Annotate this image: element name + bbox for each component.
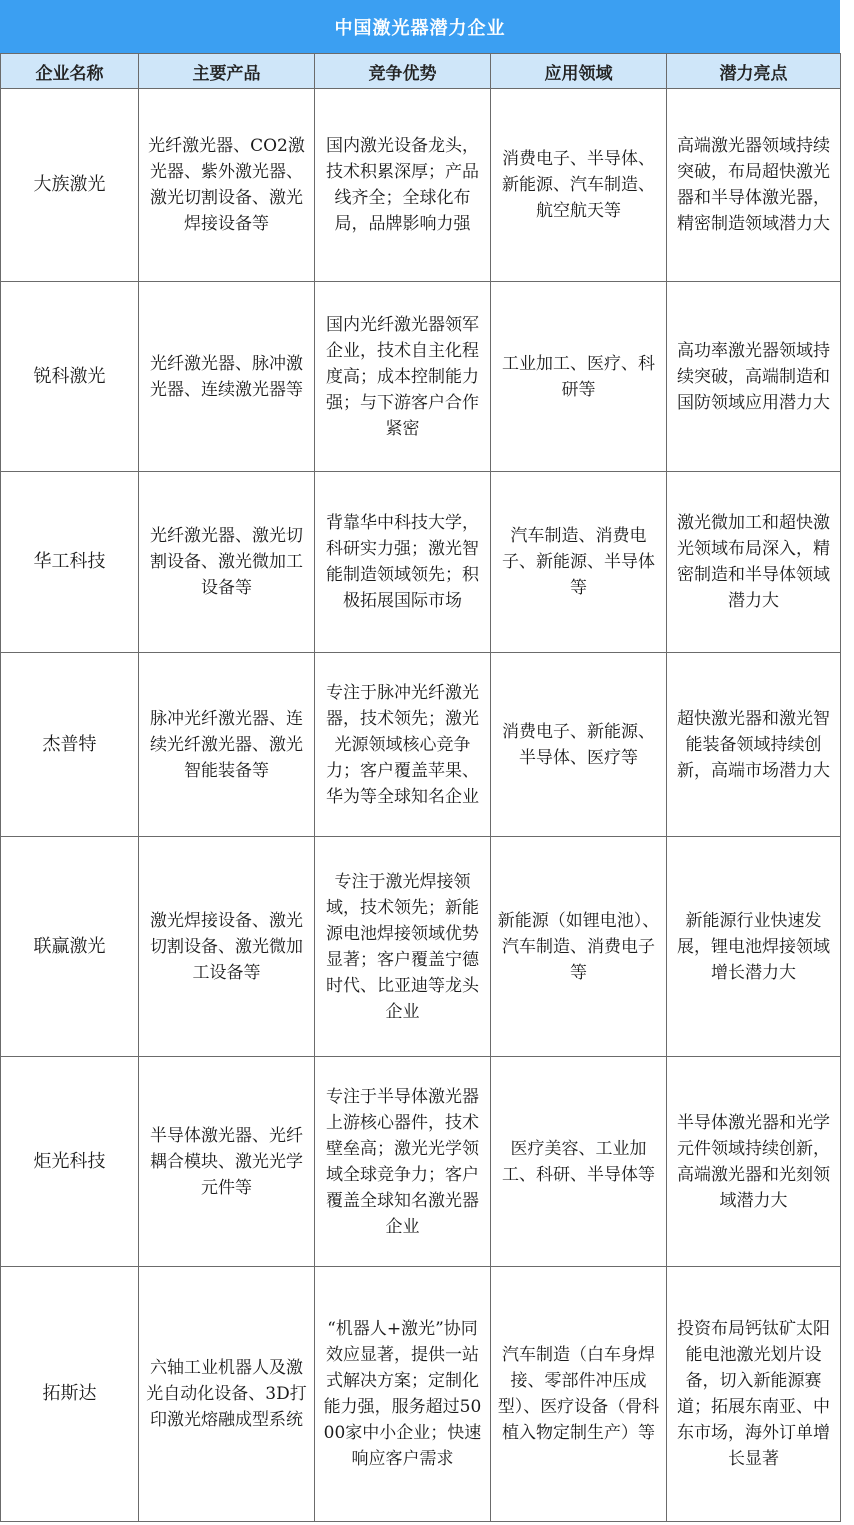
header-main-products: 主要产品 xyxy=(139,54,315,89)
company-name: 华工科技 xyxy=(1,472,139,653)
application-fields: 工业加工、医疗、科研等 xyxy=(491,282,667,472)
potential-highlights: 激光微加工和超快激光领域布局深入，精密制造和半导体领域潜力大 xyxy=(667,472,841,653)
company-name: 大族激光 xyxy=(1,89,139,282)
competitive-advantages: 专注于脉冲光纤激光器，技术领先；激光光源领域核心竞争力；客户覆盖苹果、华为等全球知名企业 xyxy=(315,653,491,837)
application-fields: 新能源（如锂电池）、汽车制造、消费电子等 xyxy=(491,837,667,1057)
table-row xyxy=(1,472,841,653)
main-products: 六轴工业机器人及激光自动化设备、3D打印激光熔融成型系统 xyxy=(139,1267,315,1522)
competitive-advantages: 背靠华中科技大学，科研实力强；激光智能制造领域领先；积极拓展国际市场 xyxy=(315,472,491,653)
main-products: 光纤激光器、脉冲激光器、连续激光器等 xyxy=(139,282,315,472)
main-products: 光纤激光器、CO2激光器、紫外激光器、激光切割设备、激光焊接设备等 xyxy=(139,89,315,282)
company-name: 联赢激光 xyxy=(1,837,139,1057)
competitive-advantages: “机器人+激光”协同效应显著，提供一站式解决方案；定制化能力强，服务超过5000家中小企业；快速响应客户需求 xyxy=(315,1267,491,1522)
table-row xyxy=(1,1057,841,1267)
application-fields: 医疗美容、工业加工、科研、半导体等 xyxy=(491,1057,667,1267)
header-row xyxy=(1,54,841,89)
header-competitive-advantages: 竞争优势 xyxy=(315,54,491,89)
main-products: 光纤激光器、激光切割设备、激光微加工设备等 xyxy=(139,472,315,653)
header-company-name: 企业名称 xyxy=(1,54,139,89)
main-products: 半导体激光器、光纤耦合模块、激光光学元件等 xyxy=(139,1057,315,1267)
company-name: 锐科激光 xyxy=(1,282,139,472)
potential-highlights: 高功率激光器领域持续突破，高端制造和国防领域应用潜力大 xyxy=(667,282,841,472)
potential-highlights: 超快激光器和激光智能装备领域持续创新，高端市场潜力大 xyxy=(667,653,841,837)
table-row xyxy=(1,282,841,472)
main-products: 激光焊接设备、激光切割设备、激光微加工设备等 xyxy=(139,837,315,1057)
company-name: 杰普特 xyxy=(1,653,139,837)
table-row xyxy=(1,1267,841,1522)
application-fields: 消费电子、半导体、新能源、汽车制造、航空航天等 xyxy=(491,89,667,282)
competitive-advantages: 国内激光设备龙头，技术积累深厚；产品线齐全；全球化布局，品牌影响力强 xyxy=(315,89,491,282)
application-fields: 消费电子、新能源、半导体、医疗等 xyxy=(491,653,667,837)
application-fields: 汽车制造（白车身焊接、零部件冲压成型）、医疗设备（骨科植入物定制生产）等 xyxy=(491,1267,667,1522)
competitive-advantages: 国内光纤激光器领军企业，技术自主化程度高；成本控制能力强；与下游客户合作紧密 xyxy=(315,282,491,472)
potential-highlights: 新能源行业快速发展，锂电池焊接领域增长潜力大 xyxy=(667,837,841,1057)
header-application-fields: 应用领域 xyxy=(491,54,667,89)
table-row xyxy=(1,837,841,1057)
competitive-advantages: 专注于激光焊接领域，技术领先；新能源电池焊接领域优势显著；客户覆盖宁德时代、比亚迪等龙头企业 xyxy=(315,837,491,1057)
application-fields: 汽车制造、消费电子、新能源、半导体等 xyxy=(491,472,667,653)
company-name: 拓斯达 xyxy=(1,1267,139,1522)
potential-highlights: 投资布局钙钛矿太阳能电池激光划片设备，切入新能源赛道；拓展东南亚、中东市场，海外订单增长显著 xyxy=(667,1267,841,1522)
table-row xyxy=(1,89,841,282)
table-row xyxy=(1,653,841,837)
header-potential-highlights: 潜力亮点 xyxy=(667,54,841,89)
company-name: 炬光科技 xyxy=(1,1057,139,1267)
main-products: 脉冲光纤激光器、连续光纤激光器、激光智能装备等 xyxy=(139,653,315,837)
table-title: 中国激光器潜力企业 xyxy=(0,0,840,53)
potential-highlights: 高端激光器领域持续突破，布局超快激光器和半导体激光器，精密制造领域潜力大 xyxy=(667,89,841,282)
potential-highlights: 半导体激光器和光学元件领域持续创新，高端激光器和光刻领域潜力大 xyxy=(667,1057,841,1267)
competitive-advantages: 专注于半导体激光器上游核心器件，技术壁垒高；激光光学领域全球竞争力；客户覆盖全球知名激光器企业 xyxy=(315,1057,491,1267)
enterprise-table xyxy=(0,53,841,1522)
